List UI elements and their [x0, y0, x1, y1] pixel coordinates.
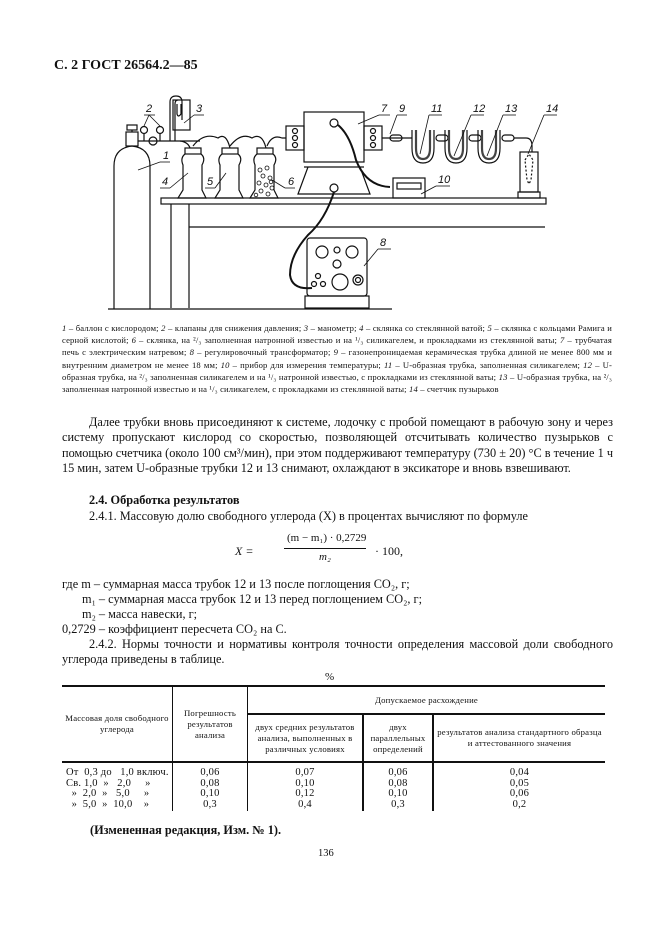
table-row: Св. 1,0 » 2,0 » 0,08 0,10 0,08 0,05 — [62, 779, 605, 790]
svg-text:7: 7 — [381, 103, 388, 115]
header-mass-fraction: Массовая доля свободного углерода — [62, 686, 173, 762]
paragraph-procedure: Далее трубки вновь присоединяют к системе, лодочку с пробой помещают в рабочую зону и через систему пропускают кислород со скоростью, позволяющей отсчитывать количество пузырьков с помощью счетчика (около 100 см³/мин), при этом поддерживают температуру (730 ± 20) °С в течение 1 ч 15 мин, затем U-образные трубки 12 и 13 снимают, охлаждают в эксикаторе и вновь взвешивают. — [62, 415, 613, 475]
caption-item-6: 6 – склянка, на ²/₃ заполненная натронной известью и на ¹/₃ силикагелем, и прокладками из стеклянной ваты; — [131, 335, 561, 346]
svg-text:11: 11 — [431, 103, 443, 115]
definition-m1: m₁ – суммарная масса трубок 12 и 13 перед поглощением CO₂, г; — [82, 592, 423, 606]
svg-text:10: 10 — [438, 174, 451, 186]
definition-m2: m₂ – масса навески, г; — [82, 607, 198, 621]
caption-item-2: 2 – клапаны для снижения давления; — [161, 323, 304, 333]
section-heading: 2.4. Обработка результатов — [89, 493, 240, 507]
paragraph-2-4-2: 2.4.2. Нормы точности и нормативы контроля точности определения массовой доли свободного углерода приведены в таблице. — [62, 637, 613, 667]
caption-item-10: 10 – прибор для измерения температуры; — [220, 359, 385, 370]
formula-numerator: (m − m₁) · 0,2729 — [287, 532, 367, 544]
temperature-instrument-drawing — [393, 178, 425, 198]
caption-item-13: 13 – U-образная трубка, на ²/₃ заполненная натронной известью и на ¹/₃ силикагелем, с прокладками из стеклянной ваты; — [62, 371, 612, 395]
table-row: » 2,0 » 5,0 » 0,10 0,12 0,10 0,06 — [62, 789, 605, 800]
formula-denominator: m₂ — [319, 551, 331, 563]
svg-text:4: 4 — [162, 176, 169, 188]
svg-text:2: 2 — [146, 103, 153, 115]
apparatus-diagram — [100, 90, 600, 312]
formula-tail: · 100, — [375, 544, 403, 558]
svg-text:14: 14 — [546, 103, 559, 115]
u-tubes-drawing — [382, 130, 532, 163]
page-header: С. 2 ГОСТ 26564.2—85 — [54, 58, 198, 73]
caption-item-9: 9 – газонепроницаемая керамическая трубка длиной не менее 800 мм и внутренним диаметром не менее 18 мм; — [62, 347, 612, 370]
bottle-4-drawing — [178, 141, 206, 198]
caption-item-3: 3 – манометр; — [303, 323, 360, 333]
header-allowed-discrepancy: Допускаемое расхождение — [248, 686, 606, 714]
definition-coefficient: 0,2729 – коэффициент пересчета CO₂ на С. — [62, 622, 287, 636]
lab-table-drawing — [161, 198, 546, 308]
accuracy-norms-table — [62, 685, 605, 811]
manometer-drawing — [170, 96, 190, 141]
formula-lhs: X = — [235, 544, 254, 558]
page-number: 136 — [318, 848, 334, 859]
formula — [235, 532, 475, 572]
header-standard-sample: результатов анализа стандартного образца и аттестованного значения — [433, 714, 605, 762]
svg-text:3: 3 — [196, 103, 203, 115]
caption-item-1: 1 – баллон с кислородом; — [62, 323, 162, 333]
oxygen-cylinder-drawing — [114, 125, 200, 309]
amendment-note: (Измененная редакция, Изм. № 1). — [90, 823, 282, 837]
bubble-counter-drawing — [518, 152, 540, 198]
transformer-drawing — [305, 238, 369, 308]
caption-item-8: 8 – регулировочный трансформатор; — [189, 347, 334, 358]
svg-text:6: 6 — [288, 176, 295, 188]
formula-definitions — [62, 577, 422, 637]
header-error: Погрешность результатов анализа — [173, 686, 248, 762]
caption-item-12: 12 – U-образная трубка, на ²/₃ заполненная силикагелем и на ¹/₃ натронной известью, с прокладками из стеклянной ваты; — [62, 359, 612, 382]
table-unit: % — [325, 671, 335, 683]
caption-item-4: 4 – склянка со стеклянной ватой; — [359, 323, 488, 333]
header-two-parallel: двух параллельных определений — [363, 714, 433, 762]
header-two-means: двух средних результатов анализа, выполненных в различных условиях — [248, 714, 364, 762]
caption-item-7: 7 – трубчатая печь с электрическим натревом; — [62, 335, 612, 358]
bottle-5-drawing — [193, 136, 243, 198]
caption-item-5: 5 – склянка с кольцами Рамига и серной кислотой; — [62, 323, 612, 346]
svg-text:5: 5 — [207, 176, 214, 188]
figure-caption — [62, 322, 612, 395]
caption-item-11: 11 – U-образная трубка, заполненная силикагелем; — [384, 359, 584, 370]
svg-text:8: 8 — [380, 237, 387, 249]
svg-text:13: 13 — [505, 103, 518, 115]
svg-text:1: 1 — [163, 150, 170, 162]
definition-m: где m – суммарная масса трубок 12 и 13 после поглощения CO₂, г; — [62, 577, 410, 591]
caption-item-14: 14 – счетчик пузырьков — [409, 384, 499, 395]
table-row: » 5,0 » 10,0 » 0,3 0,4 0,3 0,2 — [62, 800, 605, 811]
fraction-bar — [284, 548, 366, 549]
svg-text:9: 9 — [399, 103, 406, 115]
table-row: От 0,3 до 1,0 включ. 0,06 0,07 0,06 0,04 — [62, 762, 605, 779]
svg-text:12: 12 — [473, 103, 486, 115]
paragraph-2-4-1: 2.4.1. Массовую долю свободного углерода (X) в процентах вычисляют по формуле — [89, 509, 529, 523]
